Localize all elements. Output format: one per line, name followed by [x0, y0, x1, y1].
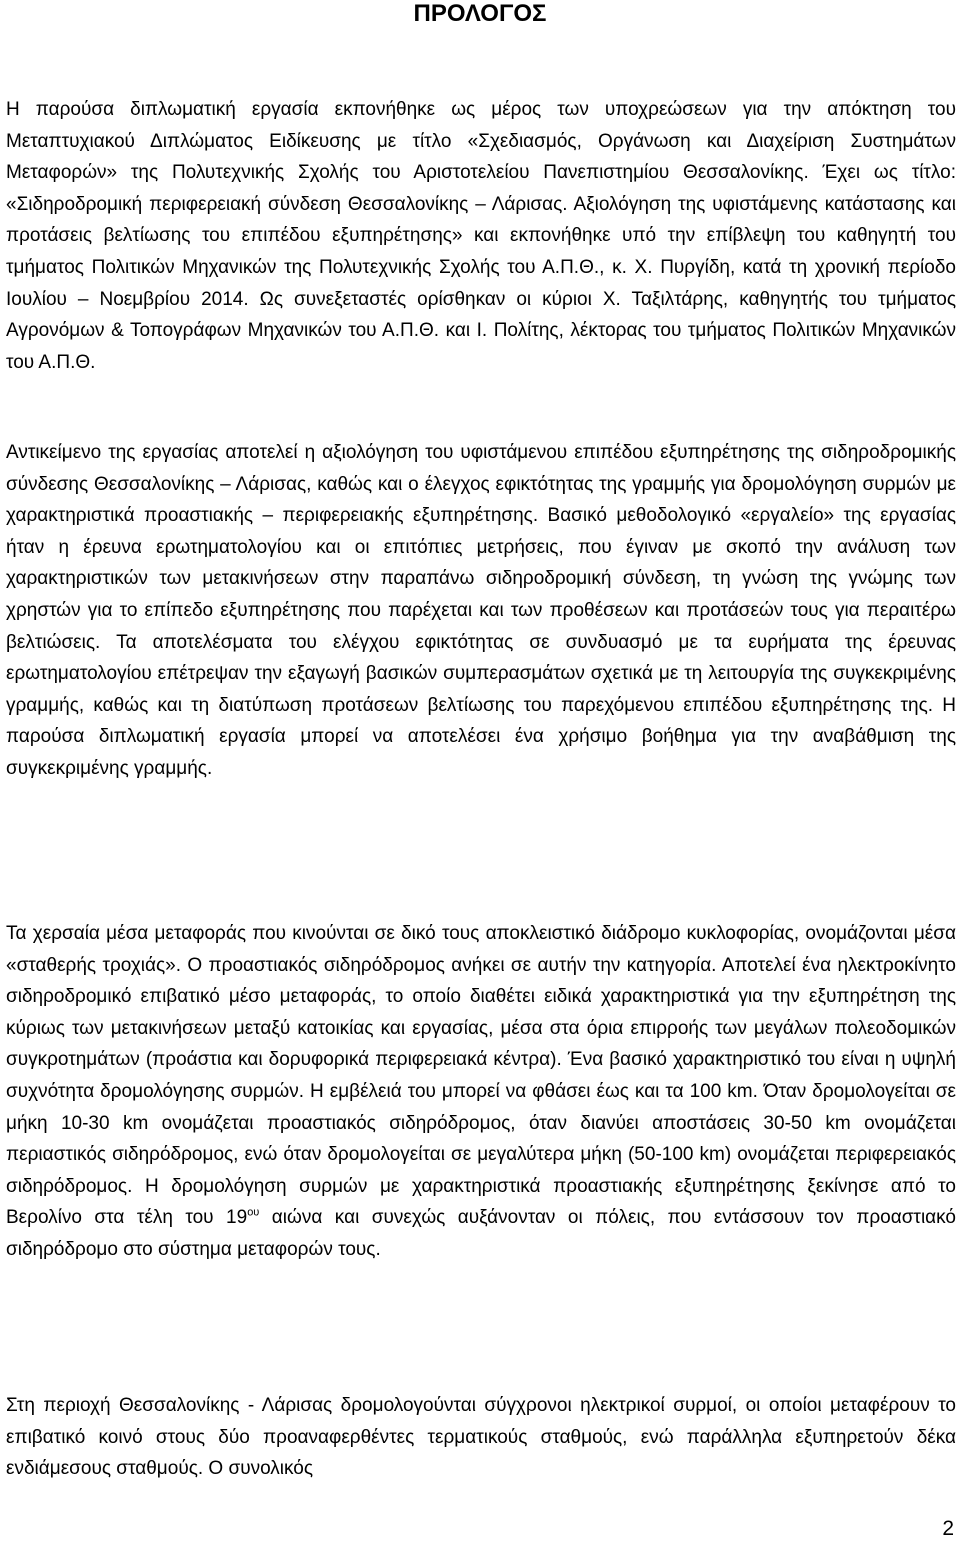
paragraph-text-before-superscript: Τα χερσαία μέσα μεταφοράς που κινούνται σε δικό τους αποκλειστικό διάδρομο κυκλοφορίας, ονομάζονται μέσα «σταθερής τροχιάς». Ο προαστιακός σιδηρόδρομος ανήκει σε αυτήν την κατηγορία. Αποτελεί ένα ηλεκτροκίνητο σιδηροδρομικό επιβατικό μέσο μεταφοράς, το οποίο διαθέτει ειδικά χαρακτηριστικά για την εξυπηρέτηση της κύριως των μετακινήσεων μεταξύ κατοικίας και εργασίας, μέσα στα όρια επιρροής των μεγάλων πολεοδομικών συγκροτημάτων (προάστια και δορυφορικά περιφερειακά κέντρα). Ένα βασικό χαρακτηριστικό του είναι η υψηλή συχνότητα δρομολόγησης συρμών. Η εμβέλειά του μπορεί να φθάσει έως και τα 100 km. Όταν δρομολογείται σε μήκη 10-30 km ονομάζεται προαστιακός σιδηρόδρομος, όταν διανύει αποστάσεις 30-50 km ονομάζεται περιαστικός σιδηρόδρομος, ενώ όταν δρομολογείται σε μεγαλύτερα μήκη (50-100 km) ονομάζεται περιφερειακός σιδηρόδρομος. Η δρομολόγηση συρμών με χαρακτηριστικά προαστιακής εξυπηρέτησης ξεκίνησε από το Βερολίνο στα τέλη του 19	[6, 923, 956, 1229]
page-number: 2	[942, 1517, 954, 1540]
paragraph-prologue-intro: Η παρούσα διπλωματική εργασία εκπονήθηκε ως μέρος των υποχρεώσεων για την απόκτηση του Μεταπτυχιακού Διπλώματος Ειδίκευσης με τίτλο «Σχεδιασμός, Οργάνωση και Διαχείριση Συστημάτων Μεταφορών» της Πολυτεχνικής Σχολής του Αριστοτελείου Πανεπιστημίου Θεσσαλονίκης. Έχει ως τίτλο: «Σιδηροδρομική περιφερειακή σύνδεση Θεσσαλονίκης – Λάρισας. Αξιολόγηση της υφιστάμενης κατάστασης και προτάσεις βελτίωσης του επιπέδου εξυπηρέτησης» και εκπονήθηκε υπό την επίβλεψη του καθηγητή του τμήματος Πολιτικών Μηχανικών της Πολυτεχνικής Σχολής του Α.Π.Θ., κ. Χ. Πυργίδη, κατά τη χρονική περίοδο Ιουλίου – Νοεμβρίου 2014. Ως συνεξεταστές ορίσθηκαν οι κύριοι Χ. Ταξιλτάρης, καθηγητής του τμήματος Αγρονόμων & Τοπογράφων Μηχανικών του Α.Π.Θ. και Ι. Πολίτης, λέκτορας του τμήματος Πολιτικών Μηχανικών του Α.Π.Θ.	[6, 99, 956, 373]
paragraph-text-after-superscript: αιώνα και συνεχώς αυξάνονταν οι πόλεις, που εντάσσουν τον προαστιακό σιδηρόδρομο στο σύστημα μεταφορών τους.	[6, 1207, 956, 1260]
paragraph-subject: Αντικείμενο της εργασίας αποτελεί η αξιολόγηση του υφιστάμενου επιπέδου εξυπηρέτησης της σιδηροδρομικής σύνδεσης Θεσσαλονίκης – Λάρισας, καθώς και ο έλεγχος εφικτότητας της γραμμής για δρομολόγηση συρμών με χαρακτηριστικά προαστιακής – περιφερειακής εξυπηρέτησης. Βασικό μεθοδολογικό «εργαλείο» της εργασίας ήταν η έρευνα ερωτηματολογίου και οι επιτόπιες μετρήσεις, που έγιναν με σκοπό την ανάλυση των χαρακτηριστικών των μετακινήσεων στην παραπάνω σιδηροδρομική σύνδεση, τη γνώση της γνώμης των χρηστών για το επίπεδο εξυπηρέτησης που παρέχεται και των προθέσεων και προτάσεών τους για περαιτέρω βελτιώσεις. Τα αποτελέσματα του ελέγχου εφικτότητας σε συνδυασμό με τα ευρήματα της έρευνας ερωτηματολογίου επέτρεψαν την εξαγωγή βασικών συμπερασμάτων σχετικά με τη λειτουργία της συγκεκριμένης γραμμής, καθώς και τη διατύπωση προτάσεων βελτίωσης του παρεχόμενου επιπέδου εξυπηρέτησης της. Η παρούσα διπλωματική εργασία μπορεί να αποτελέσει ένα χρήσιμο βοήθημα για την αναβάθμιση της συγκεκριμένης γραμμής.	[6, 442, 956, 779]
paragraph-thessaloniki-larisa: Στη περιοχή Θεσσαλονίκης - Λάρισας δρομολογούνται σύγχρονοι ηλεκτρικοί συρμοί, οι οποίοι μεταφέρουν το επιβατικό κοινό στους δύο προαναφερθέντες τερματικούς σταθμούς, ενώ παράλληλα εξυπηρετούν δέκα ενδιάμεσους σταθμούς. Ο συνολικός	[6, 1395, 956, 1480]
paragraph-suburban-rail	[6, 918, 956, 1266]
ordinal-superscript: ου	[247, 1207, 260, 1220]
page-title: ΠΡΟΛΟΓΟΣ	[413, 0, 547, 27]
